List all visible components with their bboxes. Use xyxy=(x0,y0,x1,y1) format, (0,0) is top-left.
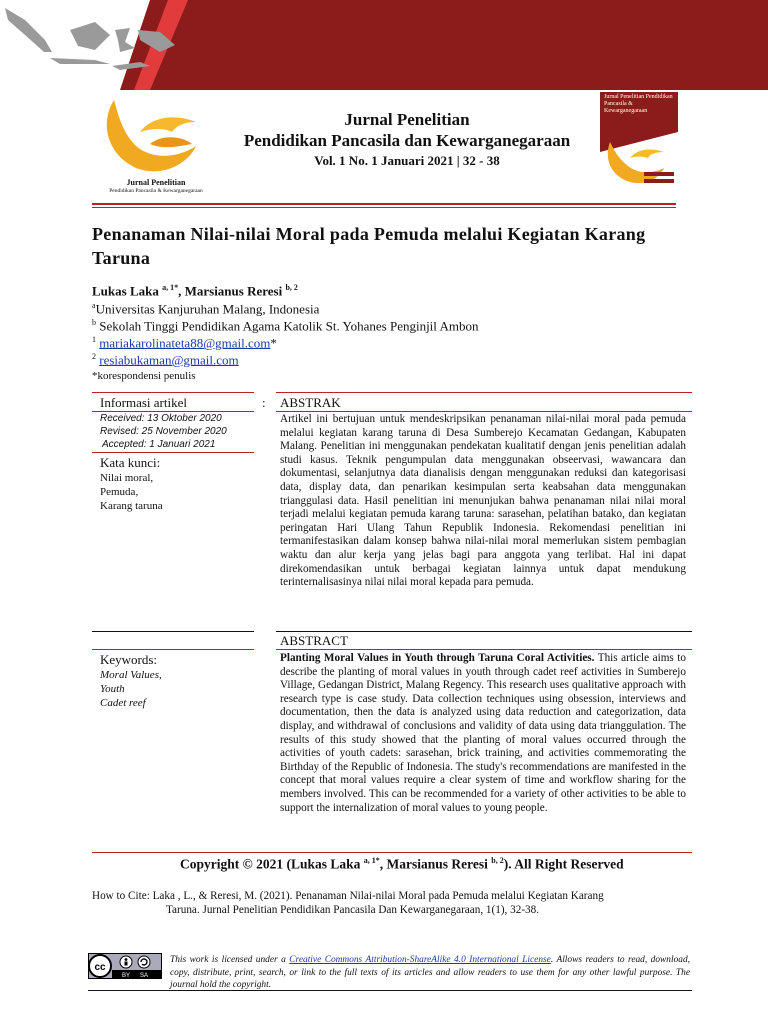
info-heading: Informasi artikel xyxy=(100,395,187,410)
journal-cover-thumbnail xyxy=(600,92,678,194)
email-1-link[interactable]: mariakarolinateta88@gmail.com xyxy=(99,335,271,351)
email-1-star: * xyxy=(270,335,277,351)
author-2: Marsianus Reresi xyxy=(184,283,283,299)
copyright-line xyxy=(180,856,624,873)
affiliation-b xyxy=(92,318,478,334)
copyright-sup2: b, 2 xyxy=(491,856,504,865)
info-rule-mid xyxy=(92,411,254,412)
abstrak-heading: ABSTRAK xyxy=(280,395,341,410)
badge-cc: cc xyxy=(94,962,106,973)
copyright-mid: , Marsianus Reresi xyxy=(379,856,488,872)
info-colon: : xyxy=(262,395,266,410)
article-title: Penanaman Nilai-nilai Moral pada Pemuda melalui Kegiatan Karang Taruna xyxy=(92,224,646,268)
cover-title: Jurnal Penelitian Pendidikan Pancasila & Kewarganegaraan xyxy=(604,94,673,114)
aff-b-sup: b xyxy=(92,318,96,327)
phoenix-logo-icon xyxy=(92,92,220,178)
abstrak-body: Artikel ini bertujuan untuk mendeskripsikan penanaman nilai-nilai moral pada pemuda melalui kegiatan karang taruna di Desa Sumberejo Kecamatan Gedangan, Kabupaten Malang. Penelitian ini menggunakan pendekatan kualitatif dengan jenis penelitian adalah studi kasus. Teknik pengumpulan data menggunakan obseervasi, wawancara dan dokumentasi, selanjutnya data dianalisis dengan menggunakan reduksi dan kategorisasi data, display data, dan penarikan kesimpulan serta keabsahan data menggunakan trianggulasi data. Hasil penelitian ini menunjukan bahwa penanaman nilai nilai moral terjadi melalui kegiatan pemuda karang taruna: sarasehan, pelatihan batako, dan kegiatan peringatan Hari Ulang Tahun Republik Indonesia. Rekomendasi penelitian ini termanifestasikan dalam konsep bahwa nilai-nilai moral memerlukan sistem pembagian waktu dan alur kerja yang jelas bagi para anggota yang terlibat. Hal ini dapat direkomendasikan untuk berbagai kegiatan lainnya untuk dapat mendukung terinternalisasinya nilai nilai moral kepada para pemuda. xyxy=(280,413,686,589)
kk-rule xyxy=(92,452,254,453)
abstract-rule-left-mid xyxy=(92,649,254,650)
aff-a-text: Universitas Kanjuruhan Malang, Indonesia xyxy=(95,301,320,317)
license-post: . Allows readers to read, download, copy, distribute, print, search, or link to the full texts of its articles and allow readers to use them for any other lawful purpose. The journal hold the copyright. xyxy=(170,955,690,990)
logo-caption-1: Jurnal Penelitian xyxy=(126,178,186,187)
email-1-sup: 1 xyxy=(92,335,96,344)
keyword-1: Moral Values, xyxy=(100,669,162,681)
cc-by-sa-badge-icon[interactable] xyxy=(88,953,162,979)
cover-art-icon xyxy=(600,92,678,194)
footer-rule xyxy=(88,990,692,991)
journal-line2: Pendidikan Pancasila dan Kewarganegaraan xyxy=(243,131,571,150)
accepted-date: Accepted: 1 Januari 2021 xyxy=(102,439,216,450)
copyright-pre: Copyright © 2021 (Lukas Laka xyxy=(180,856,361,872)
info-rule-top xyxy=(92,392,254,393)
copyright-sup1: a, 1* xyxy=(363,856,380,865)
how-to-cite xyxy=(92,889,692,917)
keyword-3: Cadet reef xyxy=(100,697,146,709)
header-rule xyxy=(92,203,676,205)
header-banner xyxy=(0,0,768,90)
kata-kunci-3: Karang taruna xyxy=(100,500,163,512)
keyword-2: Youth xyxy=(100,683,125,695)
authors: Lukas Laka $^{a, 1*}$, Marsianus Reresi $^{b, 2}$ xyxy=(92,283,298,299)
email-2-line xyxy=(92,352,239,368)
keywords-heading: Keywords: xyxy=(100,652,158,667)
email-1-line xyxy=(92,335,277,351)
header-rule-thin xyxy=(92,207,676,208)
abstract-rule-left-top xyxy=(92,631,254,632)
received-date: Received: 13 Oktober 2020 xyxy=(100,413,222,424)
kata-kunci-1: Nilai moral, xyxy=(100,472,154,484)
copyright-post: ). All Right Reserved xyxy=(503,856,624,872)
logo-caption-2: Pendidikan Pancasila & Kewarganegaraan xyxy=(109,188,203,194)
author-1-sup: a, 1* xyxy=(162,283,179,292)
journal-logo xyxy=(92,92,220,198)
license-pre: This work is licensed under a xyxy=(170,955,290,965)
license-note xyxy=(170,954,690,992)
abstract-heading: ABSTRACT xyxy=(280,633,348,648)
abstract-rule-top xyxy=(276,631,692,632)
aff-a-sup: a xyxy=(92,301,96,310)
cite-line1: How to Cite: Laka , L., & Reresi, M. (2021). Penanaman Nilai-nilai Moral pada Pemuda melalui Kegiatan Karang xyxy=(92,890,604,902)
email-2-sup: 2 xyxy=(92,352,96,361)
email-2-link[interactable]: resiabukaman@gmail.com xyxy=(99,352,239,368)
badge-by: BY xyxy=(121,973,131,979)
abstrak-rule-mid xyxy=(276,411,692,412)
revised-date: Revised: 25 November 2020 xyxy=(100,426,227,437)
author-1: Lukas Laka xyxy=(92,283,159,299)
abstract-body xyxy=(280,652,686,815)
aff-b-text: Sekolah Tinggi Pendidikan Agama Katolik St. Yohanes Penginjil Ambon xyxy=(99,318,479,334)
journal-line1: Jurnal Penelitian xyxy=(344,110,470,129)
abstract-lead: Planting Moral Values in Youth through Taruna Coral Activities. xyxy=(280,652,595,664)
abstract-rule-bottom xyxy=(92,852,692,853)
abstrak-rule-top xyxy=(276,392,692,393)
kata-kunci-2: Pemuda, xyxy=(100,486,139,498)
correspondence-note: *korespondensi penulis xyxy=(92,370,196,382)
cite-line2: Taruna. Jurnal Penelitian Pendidikan Pancasila Dan Kewarganegaraan, 1(1), 32-38. xyxy=(166,904,540,916)
abstract-text: This article aims to describe the planting of moral values in youth through cadet reef activities in Sumberejo Village, Gedangan District, Malang Regency. This research uses qualitative approach with research type is case study. Data collection techniques using obsession, interviews and documentation, then the data is analyzed using data reduction and categorization, data display, and withdrawal of conclusions and validity of data using data trianggulation. The results of this study showed that the planting of moral values occurred through the activities of youth cadets: sarasehan, brick training, and activities commemorating the Birthday of the Republic of Indonesia. The study's recommendations are manifested in the concept that moral values require a clear system of time and workflow sharing for the members involved. This can be recommended for a variety of other activities to be able to support the internalization of moral values to young people. xyxy=(280,652,686,814)
license-link[interactable]: Creative Commons Attribution-ShareAlike 4.0 International License xyxy=(289,955,551,965)
affiliation-a xyxy=(92,301,319,317)
abstract-rule-mid xyxy=(276,649,692,650)
badge-sa: SA xyxy=(139,973,149,979)
kata-kunci-heading: Kata kunci: xyxy=(100,455,161,470)
journal-title-block xyxy=(230,110,584,170)
author-2-sup: b, 2 xyxy=(285,283,298,292)
journal-issue: Vol. 1 No. 1 Januari 2021 | 32 - 38 xyxy=(314,153,500,168)
